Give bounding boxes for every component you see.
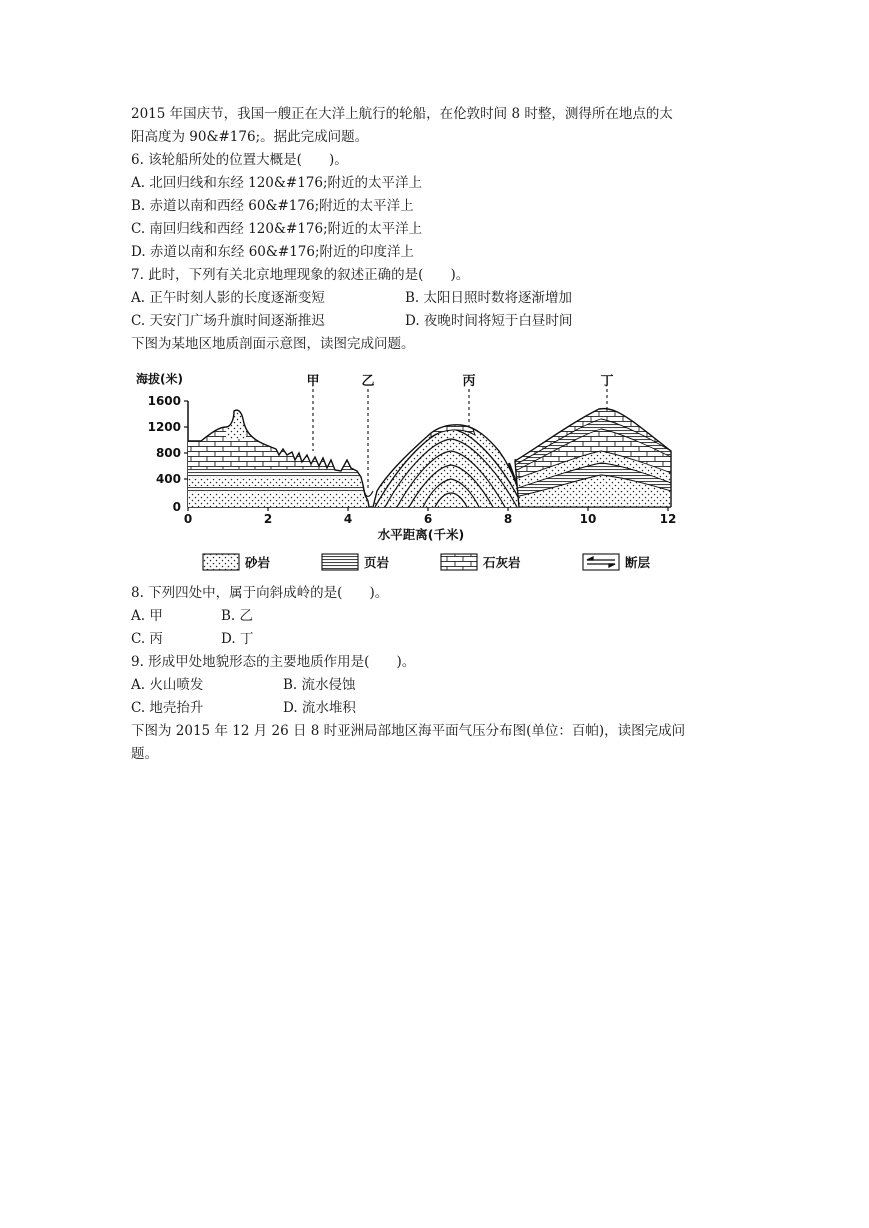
question-8-stem: 8. 下列四处中，属于向斜成岭的是( )。 <box>131 585 389 601</box>
legend-fault-label: 断层 <box>625 555 651 570</box>
question-8-option-b: B. 乙 <box>221 608 254 624</box>
y-tick-label: 1600 <box>147 394 181 408</box>
legend-fault-swatch <box>583 554 619 570</box>
legend-sandstone-swatch <box>203 554 239 570</box>
question-9-option-d: D. 流水堆积 <box>283 700 356 716</box>
place-label-ding: 丁 <box>600 374 614 389</box>
legend-limestone-label: 石灰岩 <box>483 555 521 570</box>
question-6-stem: 6. 该轮船所处的位置大概是( )。 <box>131 152 348 168</box>
place-label-bing: 丙 <box>462 374 476 389</box>
question-8-option-d: D. 丁 <box>221 631 254 647</box>
question-9-option-c: C. 地壳抬升 <box>131 700 204 716</box>
x-axis-title: 水平距离(千米) <box>377 527 465 542</box>
x-tick-label: 12 <box>659 512 677 526</box>
outro-line-2: 题。 <box>131 746 158 762</box>
question-6-option-c: C. 南回归线和西经 120&#176;附近的太平洋上 <box>131 221 423 237</box>
question-9-option-a: A. 火山喷发 <box>131 677 204 693</box>
question-7-option-d: D. 夜晚时间将短于白昼时间 <box>405 313 573 329</box>
y-tick-label: 400 <box>155 472 181 486</box>
y-tick-label: 800 <box>155 446 181 460</box>
question-7-option-a: A. 正午时刻人影的长度逐渐变短 <box>131 290 325 306</box>
x-tick-label: 2 <box>263 512 273 526</box>
intro-line-2: 阳高度为 90&#176;。据此完成问题。 <box>131 129 369 145</box>
question-6-option-d: D. 赤道以南和东经 60&#176;附近的印度洋上 <box>131 244 415 260</box>
question-8-option-c: C. 丙 <box>131 631 163 647</box>
legend-shale-swatch <box>322 554 358 570</box>
x-tick-label: 6 <box>423 512 433 526</box>
y-tick-label: 1200 <box>147 420 181 434</box>
geologic-cross-section-figure <box>131 361 684 583</box>
question-6-option-a: A. 北回归线和东经 120&#176;附近的太平洋上 <box>131 175 423 191</box>
place-label-jia: 甲 <box>306 374 320 389</box>
question-7-option-c: C. 天安门广场升旗时间逐渐推迟 <box>131 313 325 329</box>
question-7-option-b: B. 太阳日照时数将逐渐增加 <box>405 290 573 306</box>
place-label-yi: 乙 <box>361 374 375 389</box>
right-syncline-mountain <box>511 401 681 511</box>
legend-sandstone-label: 砂岩 <box>245 555 271 570</box>
question-9-stem: 9. 形成甲处地貌形态的主要地质作用是( )。 <box>131 654 416 670</box>
legend-limestone-swatch <box>441 554 477 570</box>
question-6-option-b: B. 赤道以南和西经 60&#176;附近的太平洋上 <box>131 198 414 214</box>
x-tick-label: 8 <box>503 512 513 526</box>
figure-legend <box>203 554 651 570</box>
question-7-stem: 7. 此时，下列有关北京地理现象的叙述正确的是( )。 <box>131 267 470 283</box>
legend-shale-label: 页岩 <box>364 555 390 570</box>
question-9-option-b: B. 流水侵蚀 <box>283 677 356 693</box>
left-limestone-plateau <box>181 401 381 511</box>
question-8-option-a: A. 甲 <box>131 608 163 624</box>
outro-line-1: 下图为 2015 年 12 月 26 日 8 时亚洲局部地区海平面气压分布图(单位：百帕)，读图完成问 <box>131 723 686 739</box>
x-tick-label: 4 <box>343 512 353 526</box>
x-tick-label: 10 <box>579 512 597 526</box>
figure-intro: 下图为某地区地质剖面示意图，读图完成问题。 <box>131 336 415 352</box>
x-tick-label: 0 <box>183 512 193 526</box>
y-axis-title: 海拔(米) <box>136 372 183 386</box>
intro-line-1: 2015 年国庆节，我国一艘正在大洋上航行的轮船，在伦敦时间 8 时整，测得所在地点的太 <box>131 106 673 122</box>
y-tick-label: 0 <box>172 500 181 514</box>
